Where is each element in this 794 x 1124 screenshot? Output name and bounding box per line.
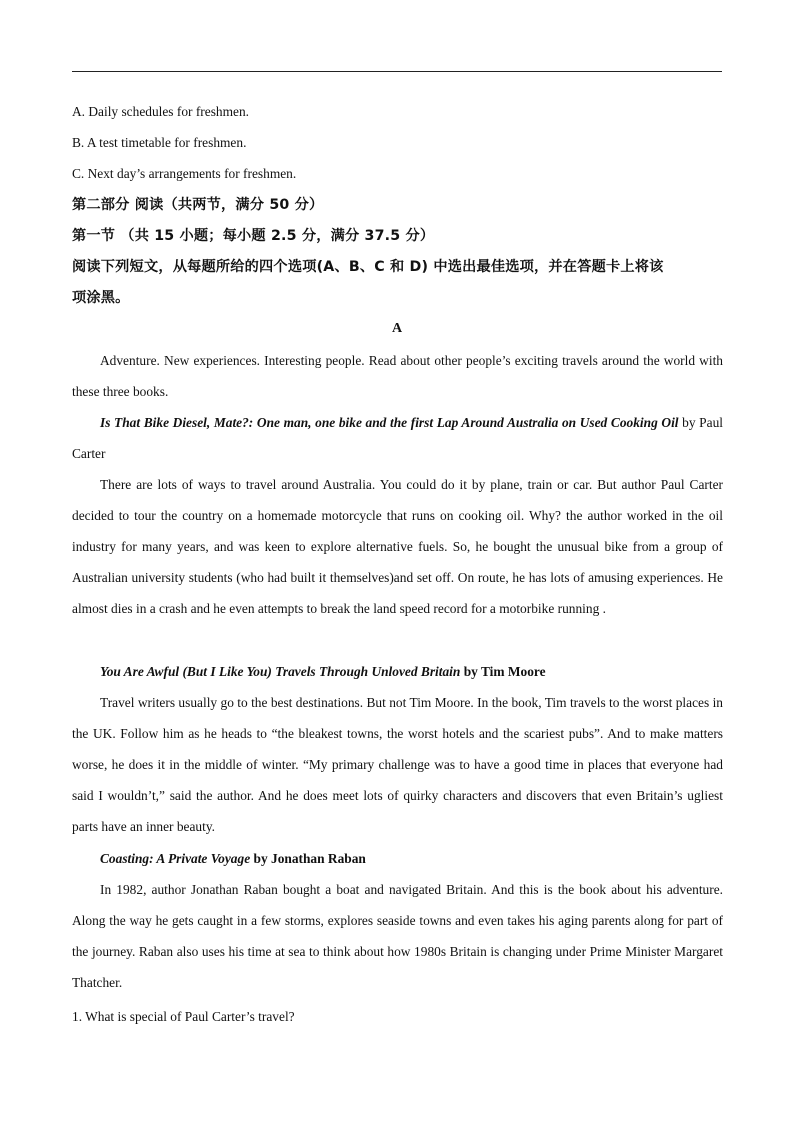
book1-heading	[72, 407, 723, 469]
book2-description: Travel writers usually go to the best destinations. But not Tim Moore. In the book, Tim travels to the worst places in the UK. Follow him as he heads to “the bleakest towns, the worst hotels and the scariest pubs”. And to make matters worse, he does it in the middle of winter. “My primary challenge was to have a good time in places that everyone had said I wouldn’t,” said the author. And he does meet lots of quirky characters and discovers that even Britain’s ugliest parts have an inner beauty.	[72, 695, 723, 835]
book1-title: Is That Bike Diesel, Mate?: One man, one bike and the first Lap Around Australia on Used Cooking Oil	[100, 415, 679, 430]
book1-description: There are lots of ways to travel around Australia. You could do it by plane, train or car. But author Paul Carter decided to tour the country on a homemade motorcycle that runs on cooking oil. Why? the author worked in the oil industry for many years, and was keen to explore alternative fuels. So, he bought the unusual bike from a group of Australian university students (who had built it themselves)and set off. On route, he has lots of amusing experiences. He almost dies in a crash and he even attempts to break the land speed record for a motorbike running .	[72, 477, 723, 617]
passage-label: A	[391, 321, 403, 336]
book3-byline: by Jonathan Raban	[250, 851, 366, 866]
section-part-heading: 第二部分 阅读（共两节，满分 50 分）	[72, 197, 324, 213]
option-c: C. Next day’s arrangements for freshmen.	[72, 166, 297, 181]
book3-heading	[72, 843, 723, 874]
question-1: 1. What is special of Paul Carter’s travel?	[72, 1009, 295, 1024]
book1-byline: by Paul Carter	[72, 415, 723, 462]
book2-heading	[72, 656, 723, 687]
book2-title: You Are Awful (But I Like You) Travels Through Unloved Britain	[100, 664, 461, 679]
section-instruction-line2: 项涂黑。	[72, 290, 130, 306]
book3-description: In 1982, author Jonathan Raban bought a boat and navigated Britain. And this is the book about his adventure. Along the way he gets caught in a few storms, explores seaside towns and even takes his aging parents along for part of the journey. Raban also uses his time at sea to think about how 1980s Britain is changing under Prime Minister Margaret Thatcher.	[72, 882, 723, 991]
book3-title: Coasting: A Private Voyage	[100, 851, 251, 866]
header-rule	[72, 71, 722, 72]
passage-intro: Adventure. New experiences. Interesting people. Read about other people’s exciting travels around the world with these three books.	[72, 353, 723, 400]
section-sub-heading: 第一节 （共 15 小题；每小题 2.5 分，满分 37.5 分）	[72, 228, 435, 244]
option-b: B. A test timetable for freshmen.	[72, 135, 247, 150]
section-instruction-line1: 阅读下列短文，从每题所给的四个选项(A、B、C 和 D) 中选出最佳选项，并在答题卡上将该	[72, 259, 664, 275]
book2-byline: by Tim Moore	[460, 664, 546, 679]
option-a: A. Daily schedules for freshmen.	[72, 104, 250, 119]
